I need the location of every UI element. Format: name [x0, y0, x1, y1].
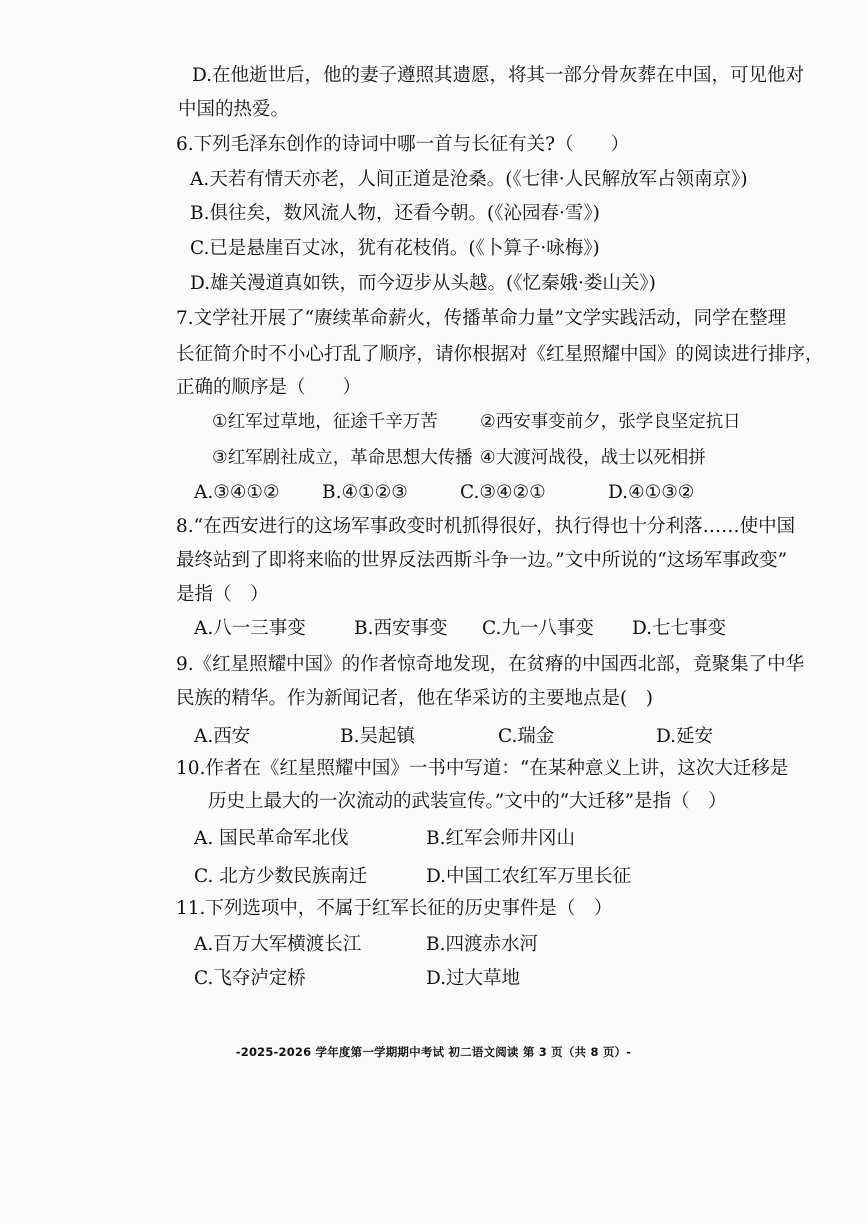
question-9-line1: 9.《红星照耀中国》的作者惊奇地发现，在贫瘠的中国西北部，竟聚集了中华 [176, 654, 805, 675]
question-9-line2: 民族的精华。作为新闻记者，他在华采访的主要地点是( ) [176, 688, 653, 709]
q9-option-c: C.瑞金 [498, 726, 555, 747]
q9-option-a: A.西安 [194, 726, 251, 747]
q7-item-3: ③红军剧社成立，革命思想大传播 [212, 448, 473, 468]
q9-option-b: B.吴起镇 [340, 726, 415, 747]
q10-option-d: D.中国工农红军万里长征 [426, 866, 632, 887]
question-7-line1: 7.文学社开展了“赓续革命薪火，传播革命力量”文学实践活动，同学在整理 [176, 308, 787, 329]
q7-item-1: ①红军过草地，征途千辛万苦 [212, 412, 438, 432]
q7-option-a: A.③④①② [194, 482, 280, 503]
q8-option-d: D.七七事变 [632, 618, 727, 639]
q11-option-b: B.四渡赤水河 [426, 934, 538, 955]
q11-option-a: A.百万大军横渡长江 [194, 934, 362, 955]
question-8-line2: 最终站到了即将来临的世界反法西斯斗争一边。”文中所说的“这场军事政变” [176, 550, 788, 571]
q7-item-4: ④大渡河战役，战士以死相拼 [480, 448, 706, 468]
q10-option-b: B.红军会师井冈山 [426, 828, 575, 849]
question-8-line3: 是指（ ） [176, 584, 269, 605]
q11-option-d: D.过大草地 [426, 968, 521, 989]
q8-option-a: A.八一三事变 [194, 618, 306, 639]
q7-option-b: B.④①②③ [322, 482, 408, 503]
question-10-line2: 历史上最大的一次流动的武装宣传。”文中的“大迁移”是指（ ） [208, 791, 727, 812]
q10-option-a: A. 国民革命军北伐 [194, 828, 349, 849]
q11-option-c: C.飞夺泸定桥 [194, 968, 306, 989]
q5-option-d-line2: 中国的热爱。 [178, 99, 290, 120]
q6-option-b: B.俱往矣，数风流人物，还看今朝。(《沁园春·雪》) [190, 203, 600, 224]
q6-option-c: C.已是悬崖百丈冰，犹有花枝俏。(《卜算子·咏梅》) [190, 238, 600, 259]
question-8-line1: 8.“在西安进行的这场军事政变时机抓得很好，执行得也十分利落……使中国 [176, 516, 796, 537]
q6-option-a: A.天若有情天亦老，人间正道是沧桑。(《七律·人民解放军占领南京》) [190, 169, 748, 190]
question-10-line1: 10.作者在《红星照耀中国》一书中写道：“在某种意义上讲，这次大迁移是 [176, 758, 789, 779]
question-6: 6.下列毛泽东创作的诗词中哪一首与长征有关?（ ） [176, 134, 630, 155]
q7-item-2: ②西安事变前夕，张学良坚定抗日 [480, 412, 741, 432]
question-7-line3: 正确的顺序是（ ） [176, 377, 362, 398]
q5-option-d-line1: D.在他逝世后，他的妻子遵照其遗愿，将其一部分骨灰葬在中国，可见他对 [192, 65, 805, 86]
q8-option-c: C.九一八事变 [482, 618, 594, 639]
question-11: 11.下列选项中，不属于红军长征的历史事件是（ ） [176, 898, 613, 919]
q9-option-d: D.延安 [656, 726, 714, 747]
q6-option-d: D.雄关漫道真如铁，而今迈步从头越。(《忆秦娥·娄山关》) [190, 273, 656, 294]
question-7-line2: 长征简介时不小心打乱了顺序，请你根据对《红星照耀中国》的阅读进行排序， [176, 344, 824, 365]
q8-option-b: B.西安事变 [354, 618, 448, 639]
q7-option-c: C.③④②① [460, 482, 546, 503]
q7-option-d: D.④①③② [608, 482, 695, 503]
page-footer: -2025-2026 学年度第一学期期中考试 初二语文阅读 第 3 页（共 8 页）- [235, 1045, 632, 1059]
q10-option-c: C. 北方少数民族南迁 [194, 866, 368, 887]
